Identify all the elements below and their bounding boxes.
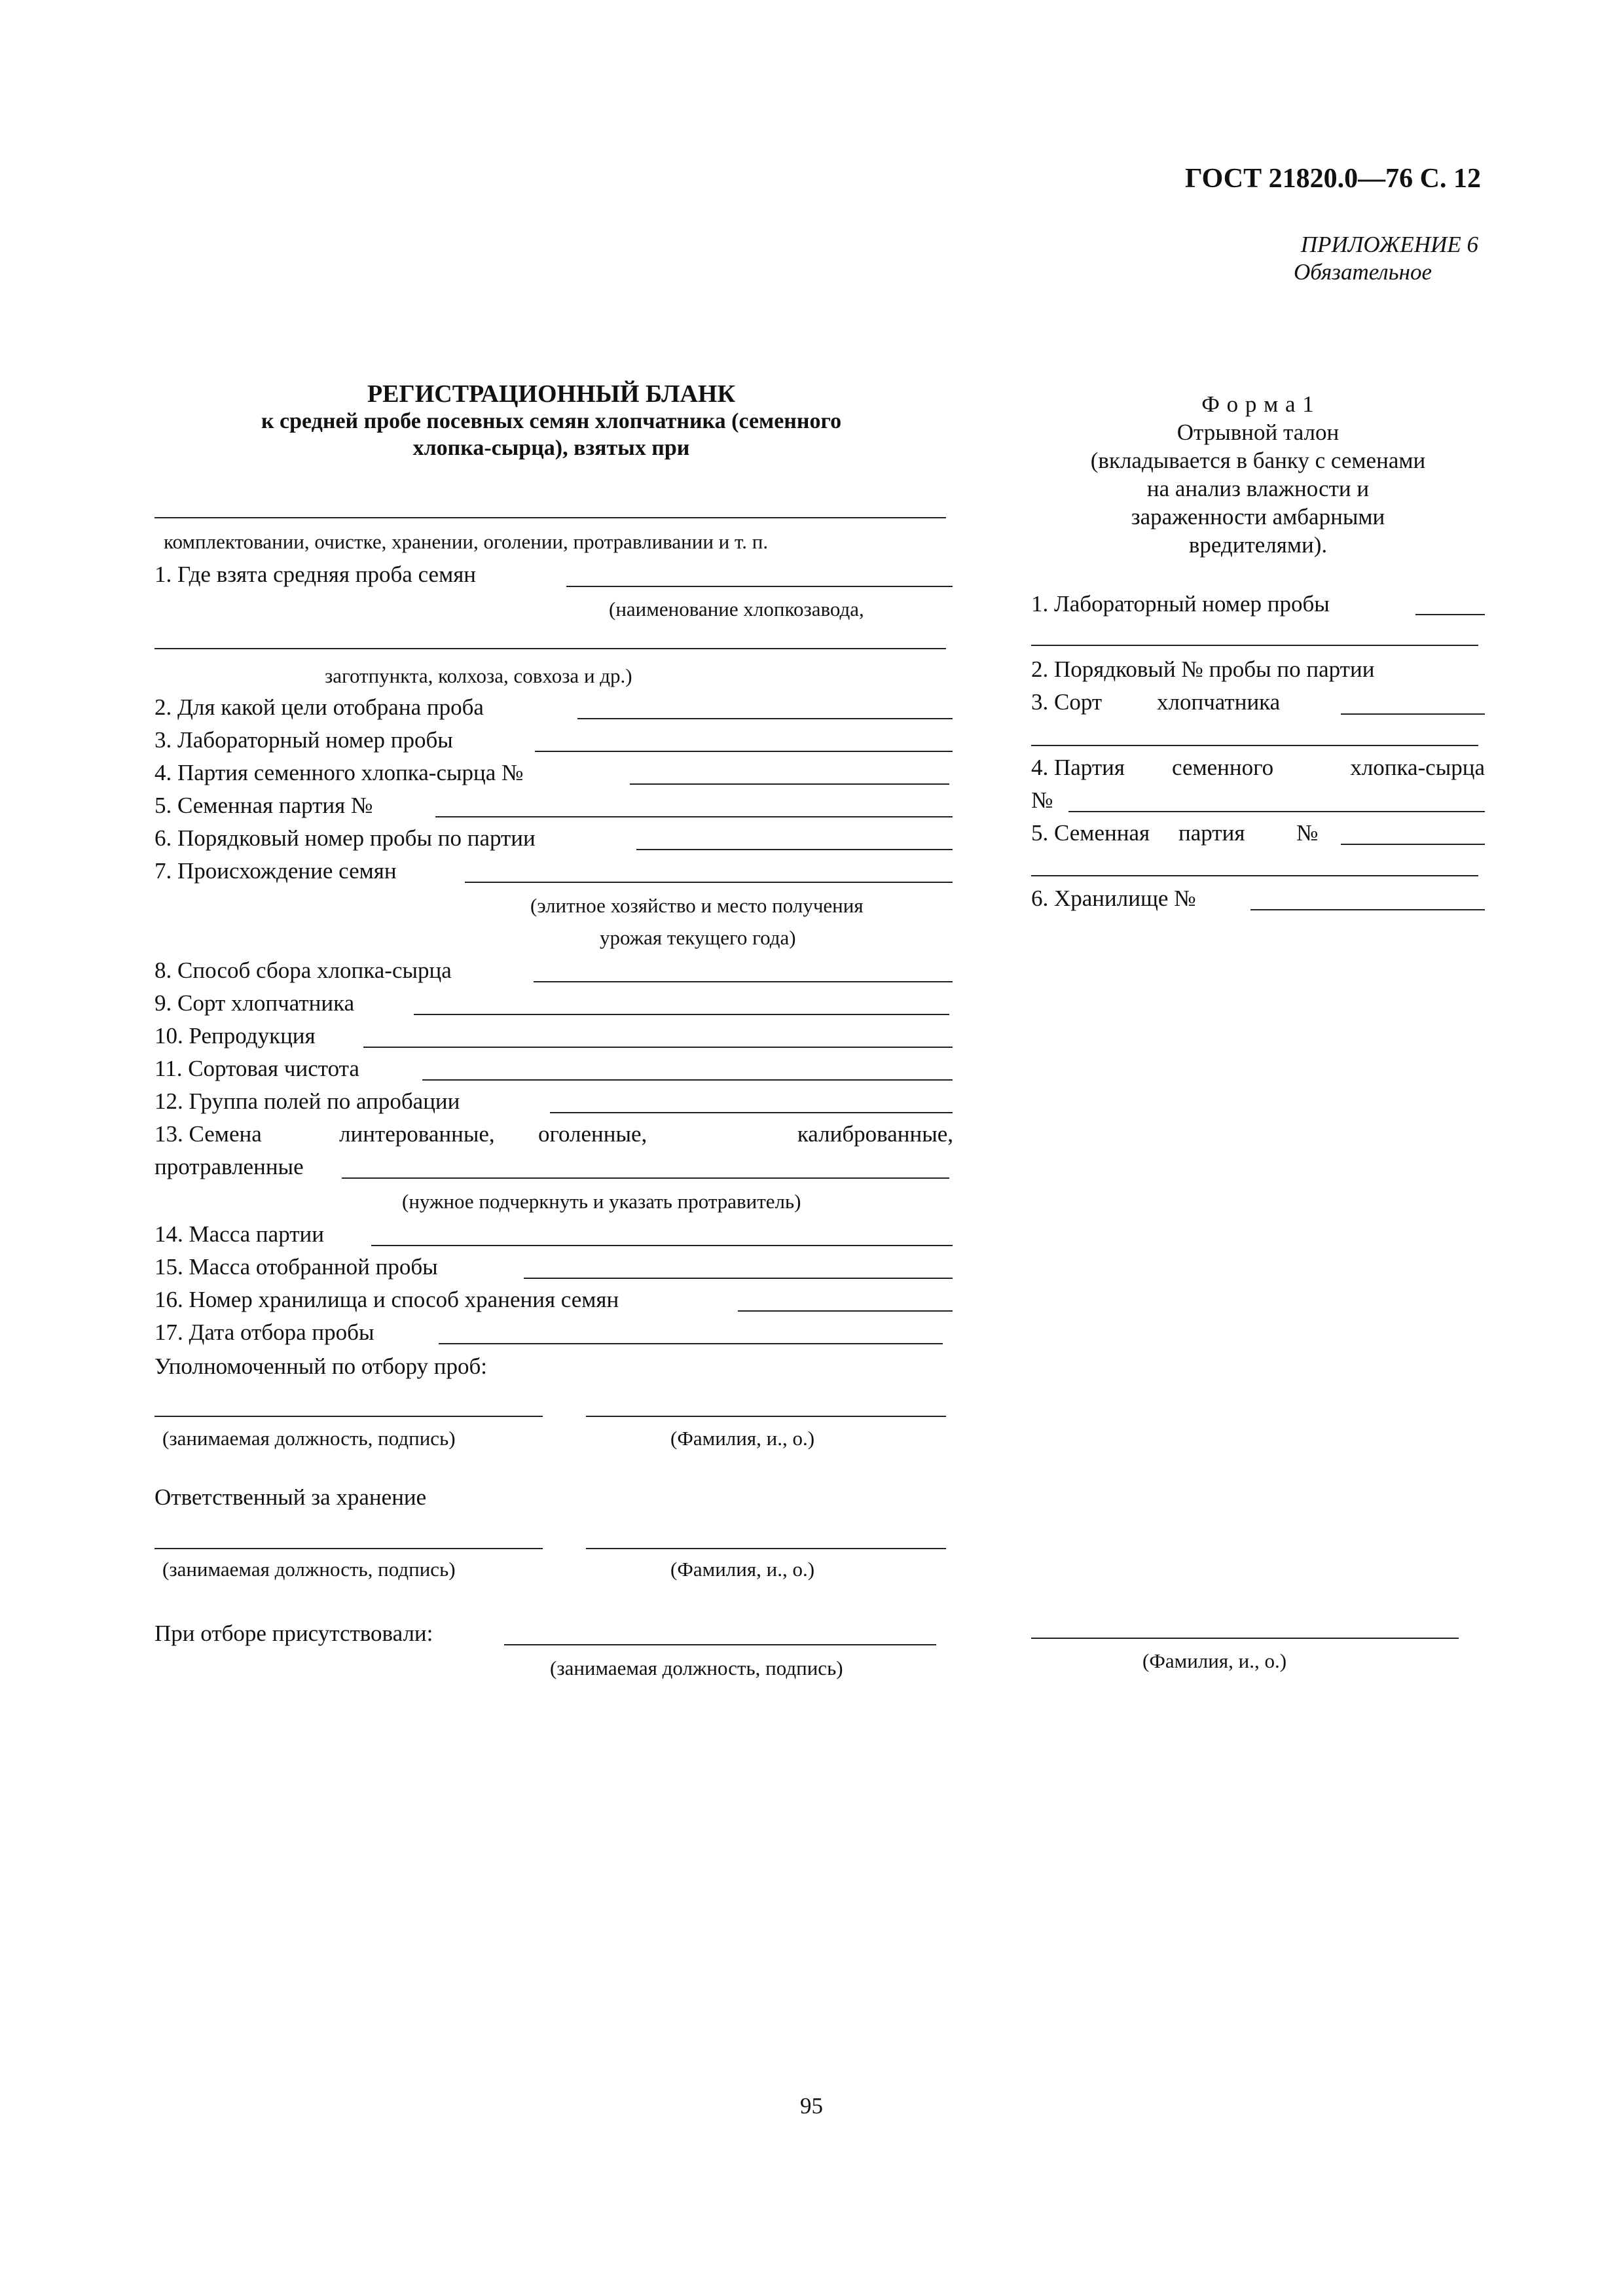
item-2-line[interactable] bbox=[577, 718, 953, 719]
item-12-line[interactable] bbox=[550, 1112, 953, 1113]
item-17-line[interactable] bbox=[439, 1343, 943, 1344]
stub-item-2-label: 2. Порядковый № пробы по партии bbox=[1031, 656, 1375, 682]
item-2-label: 2. Для какой цели отобрана проба bbox=[155, 694, 484, 720]
item-4-line[interactable] bbox=[630, 783, 949, 785]
responsible-name-caption: (Фамилия, и., о.) bbox=[670, 1558, 815, 1581]
document-code: ГОСТ 21820.0—76 С. 12 bbox=[1184, 164, 1481, 194]
item-7-caption-b: урожая текущего года) bbox=[600, 926, 796, 949]
form-number: Ф о р м а 1 bbox=[1201, 391, 1315, 417]
stub-note-3: зараженности амбарными bbox=[1131, 504, 1385, 529]
item-8-label: 8. Способ сбора хлопка-сырца bbox=[155, 958, 452, 983]
item-3-label: 3. Лабораторный номер пробы bbox=[155, 727, 453, 753]
item-6-line[interactable] bbox=[636, 849, 953, 850]
item-7-label: 7. Происхождение семян bbox=[155, 858, 397, 884]
item-4-label: 4. Партия семенного хлопка-сырца № bbox=[155, 760, 524, 785]
stub-item-3-line-2[interactable] bbox=[1031, 745, 1478, 746]
item-13-line[interactable] bbox=[342, 1177, 949, 1179]
present-position-caption: (занимаемая должность, подпись) bbox=[550, 1657, 843, 1679]
form-subtitle-1: к средней пробе посевных семян хлопчатника (семенного bbox=[261, 409, 842, 433]
item-11-label: 11. Сортовая чистота bbox=[155, 1056, 359, 1081]
item-13-caption: (нужное подчеркнуть и указать протравитель) bbox=[402, 1190, 801, 1213]
stub-item-5-word-1: 5. Семенная bbox=[1031, 820, 1150, 846]
mandatory-label: Обязательное bbox=[1294, 259, 1432, 285]
stub-item-3-word-2: хлопчатника bbox=[1157, 689, 1281, 715]
stub-item-4-number-sign: № bbox=[1031, 787, 1053, 813]
stub-item-5-number-sign: № bbox=[1296, 820, 1319, 846]
item-11-line[interactable] bbox=[422, 1079, 953, 1081]
stub-note-2: на анализ влажности и bbox=[1146, 476, 1370, 501]
item-7-line[interactable] bbox=[465, 882, 953, 883]
item-1-line-2[interactable] bbox=[155, 648, 946, 649]
form-subtitle-2: хлопка-сырца), взятых при bbox=[412, 436, 690, 460]
authorized-label: Уполномоченный по отбору проб: bbox=[155, 1354, 488, 1379]
item-8-line[interactable] bbox=[534, 981, 953, 982]
authorized-name-caption: (Фамилия, и., о.) bbox=[670, 1427, 815, 1450]
stub-item-4-word-3: хлопка-сырца bbox=[1350, 755, 1485, 780]
item-5-line[interactable] bbox=[435, 816, 953, 817]
appendix-label: ПРИЛОЖЕНИЕ 6 bbox=[1300, 232, 1478, 257]
stub-item-5-word-2: партия bbox=[1178, 820, 1245, 846]
item-9-label: 9. Сорт хлопчатника bbox=[155, 990, 355, 1016]
item-10-line[interactable] bbox=[363, 1047, 953, 1048]
stub-item-1-line[interactable] bbox=[1415, 614, 1485, 615]
stub-item-3-line[interactable] bbox=[1341, 713, 1485, 715]
item-15-line[interactable] bbox=[524, 1278, 953, 1279]
item-12-label: 12. Группа полей по апробации bbox=[155, 1088, 460, 1114]
actions-line[interactable] bbox=[155, 517, 946, 518]
item-10-label: 10. Репродукция bbox=[155, 1023, 316, 1049]
responsible-label: Ответственный за хранение bbox=[155, 1484, 427, 1510]
authorized-position-caption: (занимаемая должность, подпись) bbox=[162, 1427, 456, 1450]
item-13-word-1: 13. Семена bbox=[155, 1121, 262, 1147]
item-7-caption-a: (элитное хозяйство и место получения bbox=[530, 894, 864, 917]
item-6-label: 6. Порядковый номер пробы по партии bbox=[155, 825, 536, 851]
item-13-word-3: оголенные, bbox=[538, 1121, 647, 1147]
stub-item-4-line[interactable] bbox=[1068, 811, 1485, 812]
stub-item-3-word-1: 3. Сорт bbox=[1031, 689, 1103, 715]
item-14-line[interactable] bbox=[371, 1245, 953, 1246]
item-1-label: 1. Где взята средняя проба семян bbox=[155, 562, 477, 587]
present-name-line[interactable] bbox=[1031, 1638, 1459, 1639]
item-1-caption-a: (наименование хлопкозавода, bbox=[609, 598, 864, 620]
authorized-position-line[interactable] bbox=[155, 1416, 543, 1417]
responsible-name-line[interactable] bbox=[586, 1548, 946, 1549]
stub-item-6-line[interactable] bbox=[1250, 909, 1485, 910]
present-name-caption: (Фамилия, и., о.) bbox=[1142, 1649, 1287, 1672]
item-1-caption-b: заготпункта, колхоза, совхоза и др.) bbox=[325, 664, 632, 687]
item-3-line[interactable] bbox=[535, 751, 953, 752]
item-16-line[interactable] bbox=[738, 1310, 953, 1312]
stub-note-1: (вкладывается в банку с семенами bbox=[1090, 448, 1426, 473]
present-position-line[interactable] bbox=[504, 1644, 936, 1645]
stub-item-5-line-2[interactable] bbox=[1031, 875, 1478, 876]
item-15-label: 15. Масса отобранной пробы bbox=[155, 1254, 438, 1280]
present-label: При отборе присутствовали: bbox=[155, 1621, 433, 1646]
stub-item-4-word-1: 4. Партия bbox=[1031, 755, 1125, 780]
item-9-line[interactable] bbox=[414, 1014, 949, 1015]
form-title: РЕГИСТРАЦИОННЫЙ БЛАНК bbox=[367, 380, 736, 408]
item-13-word-2: линтерованные, bbox=[339, 1121, 495, 1147]
stub-item-5-line[interactable] bbox=[1341, 844, 1485, 845]
stub-item-6-label: 6. Хранилище № bbox=[1031, 886, 1196, 911]
stub-item-4-word-2: семенного bbox=[1172, 755, 1274, 780]
item-14-label: 14. Масса партии bbox=[155, 1221, 324, 1247]
stub-item-1-line-2[interactable] bbox=[1031, 645, 1478, 646]
stub-note-4: вредителями). bbox=[1188, 532, 1328, 558]
stub-item-1-label: 1. Лабораторный номер пробы bbox=[1031, 591, 1330, 617]
item-1-line[interactable] bbox=[566, 586, 953, 587]
item-13-label-2: протравленные bbox=[155, 1154, 304, 1179]
item-13-word-4: калиброванные, bbox=[797, 1121, 953, 1147]
item-5-label: 5. Семенная партия № bbox=[155, 793, 373, 818]
authorized-name-line[interactable] bbox=[586, 1416, 946, 1417]
responsible-position-line[interactable] bbox=[155, 1548, 543, 1549]
page-number: 95 bbox=[800, 2093, 823, 2119]
actions-caption: комплектовании, очистке, хранении, оголении, протравливании и т. п. bbox=[164, 530, 769, 553]
item-16-label: 16. Номер хранилища и способ хранения семян bbox=[155, 1287, 619, 1312]
responsible-position-caption: (занимаемая должность, подпись) bbox=[162, 1558, 456, 1581]
item-17-label: 17. Дата отбора пробы bbox=[155, 1319, 374, 1345]
stub-title: Отрывной талон bbox=[1176, 420, 1340, 445]
